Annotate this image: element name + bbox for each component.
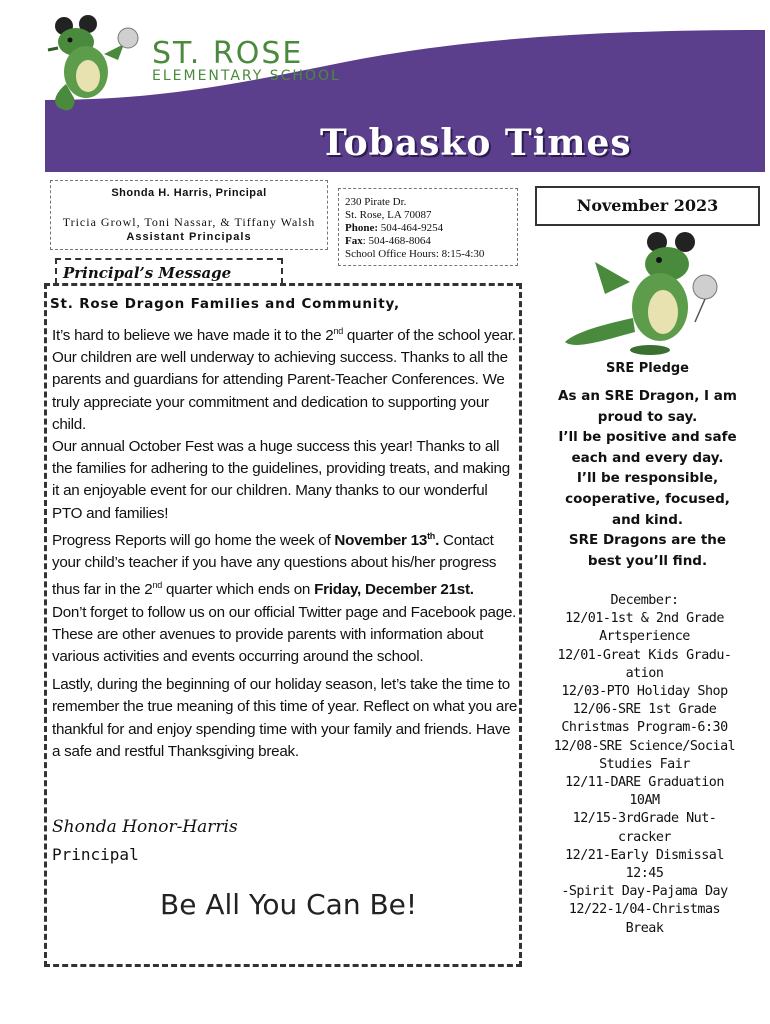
event-line: 12/15-3rdGrade Nut- xyxy=(572,811,717,827)
address-street: 230 Pirate Dr. xyxy=(345,196,407,208)
pledge-line: As an SRE Dragon, I am xyxy=(558,388,737,404)
event-line: December: xyxy=(610,593,679,608)
pledge-line: and kind. xyxy=(611,511,684,528)
event-line: Break xyxy=(625,920,664,936)
event-line: 12/21-Early Dismissal xyxy=(565,847,724,863)
staff-box xyxy=(50,180,328,250)
office-hours: School Office Hours: 8:15-4:30 xyxy=(345,248,485,260)
principal-name: Shonda H. Harris, Principal xyxy=(111,187,267,199)
newsletter-title: Tobasko Times xyxy=(320,122,632,164)
pledge-line: proud to say. xyxy=(597,408,698,425)
event-line: -Spirit Day-Pajama Day xyxy=(561,884,728,900)
event-line: ation xyxy=(625,665,664,681)
event-line: 12/22-1/04-Christmas xyxy=(568,902,721,918)
pledge-line: I’ll be positive and safe xyxy=(558,429,737,446)
school-subtitle: ELEMENTARY SCHOOL xyxy=(152,68,341,84)
principal-message-tab: Principal’s Message xyxy=(55,258,283,284)
event-line: Studies Fair xyxy=(599,756,690,772)
fax-label: Fax xyxy=(345,235,363,247)
pledge-line: each and every day. xyxy=(571,449,724,466)
paragraph-4: Don’t forget to follow us on our official Twitter page and Facebook page. These are other avenues to provide parents with information about various activities and events occurring around the school. xyxy=(52,603,517,666)
event-line: Christmas Program-6:30 xyxy=(561,720,728,736)
pledge-title: SRE Pledge xyxy=(605,361,689,376)
event-line: cracker xyxy=(618,829,671,845)
signer-title: Principal xyxy=(52,845,139,864)
paragraph-2: Our annual October Fest was a huge success this year! Thanks to all the families for adhering to the guidelines, providing treats, and making it an enjoyable event for our children. Many thanks to our wonderful PTO and families! xyxy=(52,438,510,522)
paragraph-5: Lastly, during the beginning of our holiday season, let’s take the time to remember the true meaning of this time of year. Reflect on what you are thankful for and enjoy spending time with your family and friends. Have a safe and restful Thanksgiving break. xyxy=(52,676,518,760)
event-line: 10AM xyxy=(629,793,660,809)
school-motto: Be All You Can Be! xyxy=(160,888,418,921)
fax-number: : 504-468-8064 xyxy=(362,235,431,247)
assistant-principals-title: Assistant Principals xyxy=(126,231,252,243)
event-line: 12/01-1st & 2nd Grade xyxy=(565,611,724,627)
event-line: 12/06-SRE 1st Grade xyxy=(572,702,717,718)
pledge-line: I’ll be responsible, xyxy=(576,470,719,487)
paragraph-1: It’s hard to believe we have made it to the 2nd quarter of the school year. Our children are well underway to achieving success. Thanks to all the parents and guardians for attending Parent-Teacher Conferences. We truly appreciate your commitment and dedication to supporting your child. xyxy=(52,326,516,433)
event-line: 12/11-DARE Graduation xyxy=(565,775,724,791)
month-box: November 2023 xyxy=(535,186,760,226)
phone-label: Phone: xyxy=(345,222,378,234)
address-box xyxy=(338,188,518,266)
dragon-mascot-icon xyxy=(555,232,730,357)
address-city: St. Rose, LA 70087 xyxy=(345,209,432,221)
address-fax xyxy=(345,235,517,248)
event-line: 12/01-Great Kids Gradu- xyxy=(557,647,732,663)
signature: Shonda Honor-Harris xyxy=(52,817,238,837)
event-line: 12/03-PTO Holiday Shop xyxy=(561,684,728,700)
assistant-principals-names: Tricia Growl, Toni Nassar, & Tiffany Walsh xyxy=(62,215,316,229)
pledge-text xyxy=(535,386,760,571)
message-greeting: St. Rose Dragon Families and Community, xyxy=(50,296,400,312)
events-list xyxy=(522,592,767,938)
address-phone xyxy=(345,222,517,235)
pledge-line: SRE Dragons are the xyxy=(568,532,727,549)
event-line: Artsperience xyxy=(599,629,690,645)
pledge-line: best you’ll find. xyxy=(587,552,708,569)
event-line: 12:45 xyxy=(625,866,664,882)
school-name: ST. ROSE xyxy=(152,36,304,71)
dragon-mascot-logo-icon xyxy=(46,14,146,114)
paragraph-3: Progress Reports will go home the week of November 13th. Contact your child’s teacher if you have any questions about his/her progress thus far in the 2nd quarter which ends on Friday, December 21st. xyxy=(52,530,497,599)
message-body xyxy=(52,320,518,763)
phone-number: 504-464-9254 xyxy=(380,222,444,234)
pledge-line: cooperative, focused, xyxy=(565,490,730,507)
event-line: 12/08-SRE Science/Social xyxy=(553,738,736,754)
